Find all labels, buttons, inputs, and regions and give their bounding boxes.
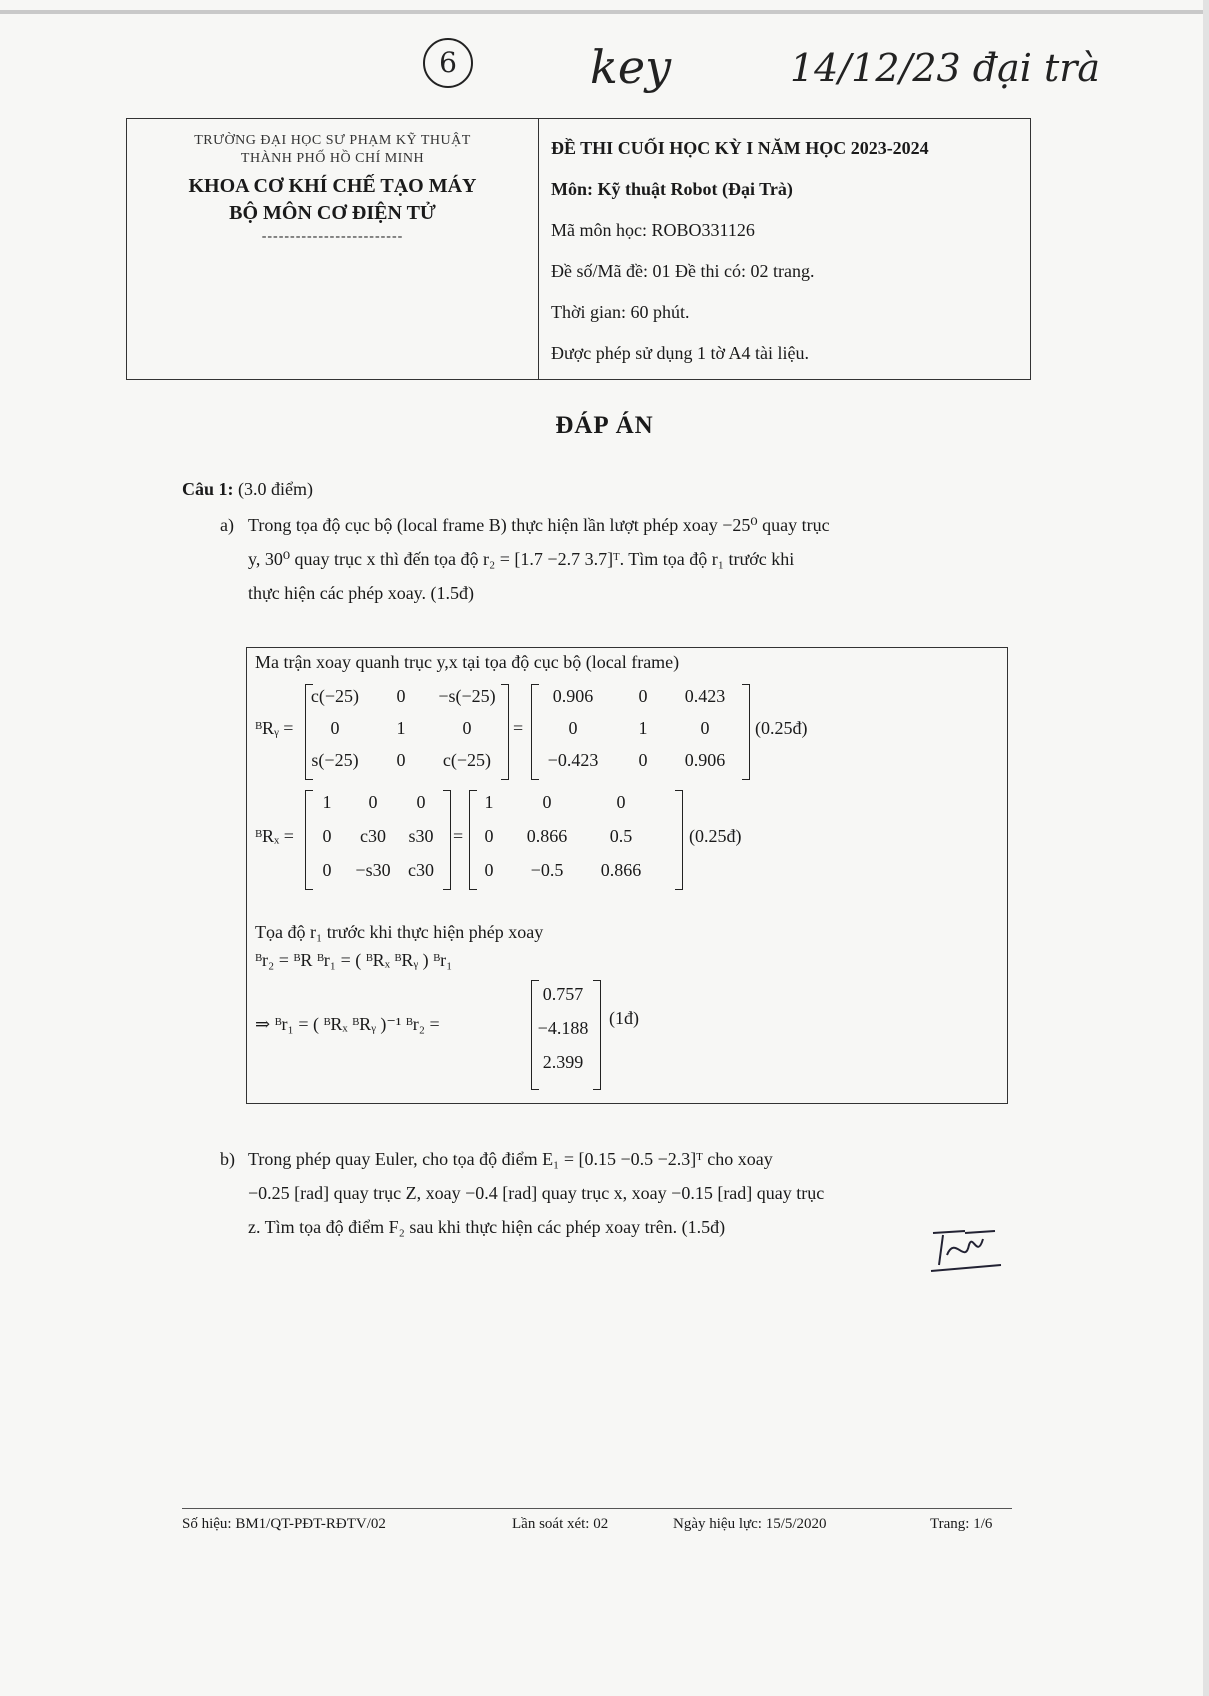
rx-num-cell: 0: [616, 792, 626, 812]
ry-points: (0.25đ): [755, 718, 808, 738]
equals-sign: =: [513, 718, 524, 738]
rx-num-cell: 0.866: [600, 860, 642, 880]
rx-num-cell: 0.866: [526, 826, 568, 846]
rx-label: ᴮRₓ =: [255, 826, 294, 846]
subject: Môn: Kỹ thuật Robot (Đại Trà): [551, 179, 793, 199]
question1a-label: a): [220, 515, 234, 535]
footer-effective-date: Ngày hiệu lực: 15/5/2020: [673, 1516, 827, 1532]
rx-sym-cell: 0: [322, 826, 332, 846]
rx-num-right-bracket: [675, 790, 683, 890]
question1b: [220, 1142, 1010, 1244]
exam-info-block: [539, 119, 1030, 379]
ry-num-cell: −0.423: [547, 750, 599, 770]
course-code: Mã môn học: ROBO331126: [551, 220, 755, 240]
handwritten-signature: [925, 1225, 1005, 1285]
ry-num-cell: 0: [638, 686, 648, 706]
ry-sym-cell: −s(−25): [438, 686, 496, 706]
rx-num-cell: 0: [484, 826, 494, 846]
question1a-line2: y, 30⁰ quay trục x thì đến tọa độ r₂ = [1.7 −2.7 3.7]ᵀ. Tìm tọa độ r₁ trước khi: [248, 549, 795, 569]
handwritten-date: 14/12/23 đại trà: [790, 46, 1101, 90]
answer-heading: Ma trận xoay quanh trục y,x tại tọa độ cục bộ (local frame): [255, 652, 680, 672]
result-points: (1đ): [609, 1008, 639, 1028]
question1b-line1: Trong phép quay Euler, cho tọa độ điểm E₁ = [0.15 −0.5 −2.3]ᵀ cho xoay: [248, 1149, 773, 1169]
header-divider: -------------------------: [261, 229, 404, 244]
footer-divider: [182, 1508, 1012, 1509]
ry-num-cell: 0: [638, 750, 648, 770]
footer-doc-code: Số hiệu: BM1/QT-PĐT-RĐTV/02: [182, 1516, 386, 1532]
ry-sym-right-bracket: [501, 684, 509, 780]
exam-title: ĐỀ THI CUỐI HỌC KỲ I NĂM HỌC 2023-2024: [551, 138, 929, 158]
ry-num-cell: 0.423: [684, 686, 726, 706]
handwritten-key: key: [590, 40, 672, 94]
exam-number: Đề số/Mã đề: 01 Đề thi có: 02 trang.: [551, 261, 815, 281]
question1a: [220, 508, 1010, 610]
rx-num-cell: −0.5: [530, 860, 564, 880]
page-shadow: [1203, 0, 1209, 1696]
materials-allowed: Được phép sử dụng 1 tờ A4 tài liệu.: [551, 343, 810, 363]
rx-sym-cell: c30: [408, 860, 434, 880]
ry-sym-cell: c(−25): [310, 686, 360, 706]
rx-sym-cell: 0: [322, 860, 332, 880]
ry-sym-cell: 0: [396, 686, 406, 706]
ry-num-cell: 0: [568, 718, 578, 738]
footer-revision: Lần soát xét: 02: [512, 1516, 609, 1532]
question1-label: Câu 1:: [182, 479, 234, 499]
ry-num-cell: 0.906: [552, 686, 594, 706]
duration: Thời gian: 60 phút.: [551, 302, 690, 322]
department-name: BỘ MÔN CƠ ĐIỆN TỬ: [229, 202, 436, 224]
answer-box: [246, 647, 1008, 1104]
handwritten-number: 6: [423, 38, 473, 88]
ry-num-cell: 1: [638, 718, 648, 738]
question1a-line1: Trong tọa độ cục bộ (local frame B) thực hiện lần lượt phép xoay −25⁰ quay trục: [248, 515, 830, 535]
rx-num-cell: 0: [484, 860, 494, 880]
ry-sym-cell: 0: [462, 718, 472, 738]
rx-sym-cell: −s30: [355, 860, 391, 880]
result-cell: 2.399: [542, 1052, 584, 1072]
ry-num-cell: 0.906: [684, 750, 726, 770]
institution-block: [127, 119, 539, 379]
result-cell: 0.757: [542, 984, 584, 1004]
ry-num-cell: 0: [700, 718, 710, 738]
equation-2: ⇒ ᴮr₁ = ( ᴮRₓ ᴮRᵧ )⁻¹ ᴮr₂ =: [255, 1014, 440, 1034]
equation-1: ᴮr₂ = ᴮR ᴮr₁ = ( ᴮRₓ ᴮRᵧ ) ᴮr₁: [255, 950, 453, 970]
result-right-bracket: [593, 980, 601, 1090]
faculty-name: KHOA CƠ KHÍ CHẾ TẠO MÁY: [188, 175, 477, 197]
rx-num-cell: 1: [484, 792, 494, 812]
university-line2: THÀNH PHỐ HỒ CHÍ MINH: [240, 151, 425, 166]
question1b-line3: z. Tìm tọa độ điểm F₂ sau khi thực hiện các phép xoay trên. (1.5đ): [248, 1217, 726, 1237]
rx-sym-cell: 1: [322, 792, 332, 812]
rx-sym-cell: c30: [360, 826, 386, 846]
question1b-label: b): [220, 1149, 235, 1169]
rx-num-cell: 0: [542, 792, 552, 812]
page-edge: [0, 10, 1209, 14]
ry-sym-cell: c(−25): [442, 750, 492, 770]
result-cell: −4.188: [537, 1018, 589, 1038]
equals-sign: =: [453, 826, 464, 846]
exam-header: [126, 118, 1031, 380]
page-title: ĐÁP ÁN: [555, 412, 654, 439]
ry-sym-cell: 0: [330, 718, 340, 738]
question1a-line3: thực hiện các phép xoay. (1.5đ): [248, 583, 475, 603]
ry-sym-cell: 1: [396, 718, 406, 738]
ry-sym-cell: s(−25): [311, 750, 359, 770]
university-line1: TRƯỜNG ĐẠI HỌC SƯ PHẠM KỸ THUẬT: [194, 133, 471, 148]
ry-label: ᴮRᵧ =: [255, 718, 294, 738]
rx-points: (0.25đ): [689, 826, 742, 846]
rx-num-cell: 0.5: [609, 826, 633, 846]
question1-heading: [182, 479, 313, 500]
r1-heading: Tọa độ r₁ trước khi thực hiện phép xoay: [255, 922, 544, 942]
rx-sym-cell: 0: [368, 792, 378, 812]
ry-num-right-bracket: [742, 684, 750, 780]
rx-sym-cell: 0: [416, 792, 426, 812]
ry-sym-cell: 0: [396, 750, 406, 770]
question1b-line2: −0.25 [rad] quay trục Z, xoay −0.4 [rad] quay trục x, xoay −0.15 [rad] quay trục: [248, 1183, 825, 1203]
question1-points: (3.0 điểm): [238, 479, 313, 499]
footer-page: Trang: 1/6: [930, 1516, 993, 1532]
rx-sym-cell: s30: [408, 826, 434, 846]
